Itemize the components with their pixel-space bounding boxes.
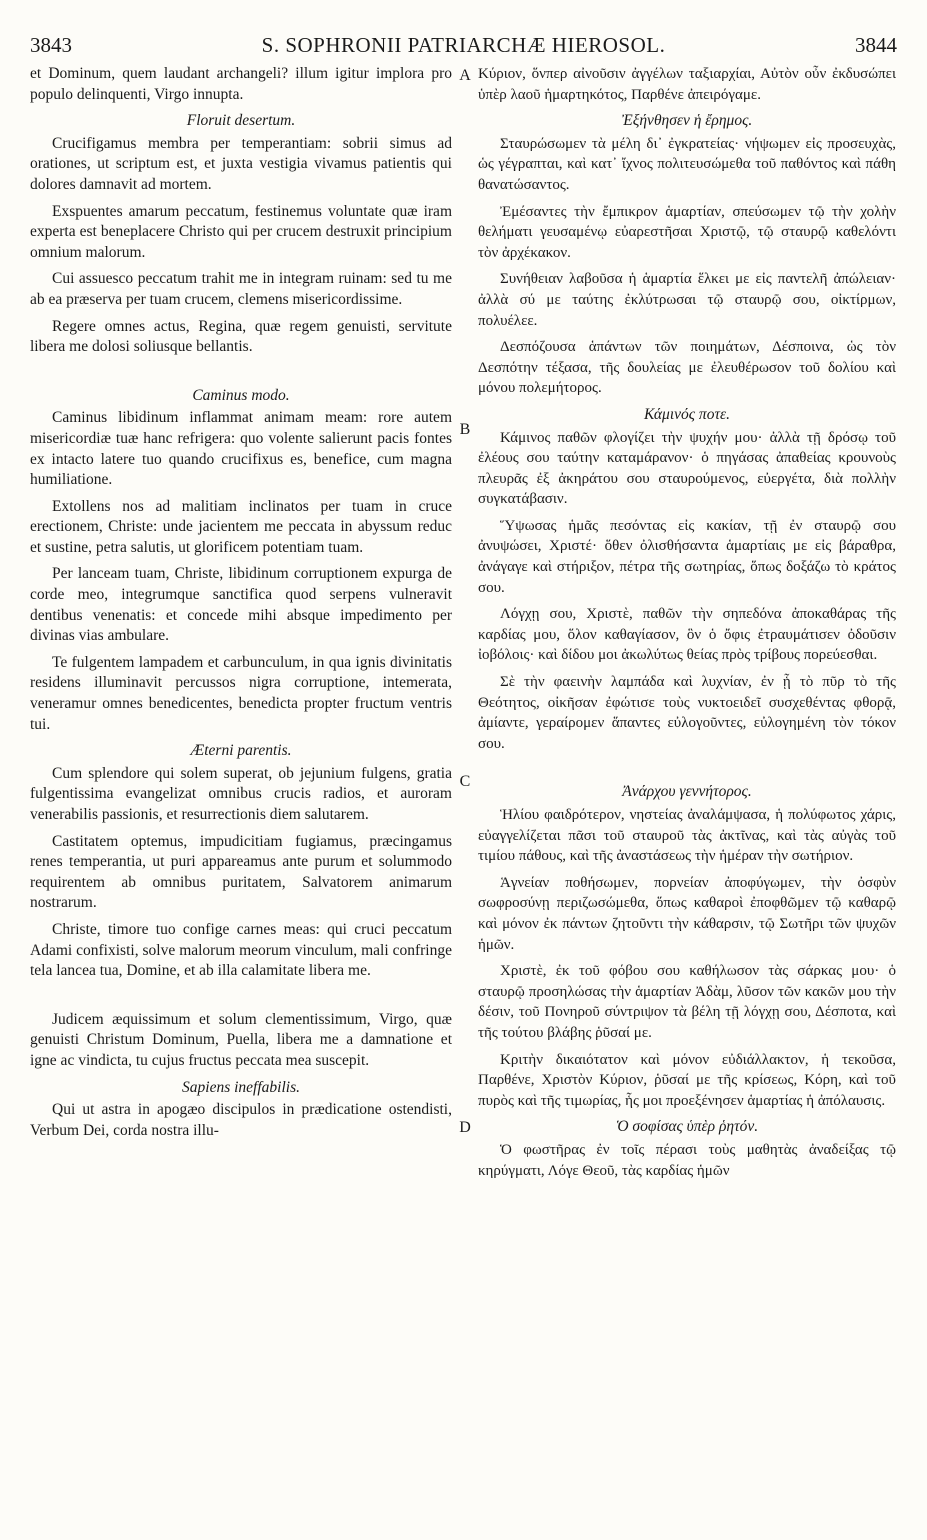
section-heading: Ἐξήνθησεν ἡ ἔρημος.: [621, 112, 753, 130]
section-heading: Ὁ σοφίσας ὑπὲρ ῥητόν.: [615, 1118, 759, 1136]
section-heading: Sapiens ineffabilis.: [182, 1078, 300, 1096]
section-heading: Floruit desertum.: [186, 112, 296, 130]
paragraph: Per lanceam tuam, Christe, libidinum corruptionem expurga de corde meo, integrumque sanctifica quod serpens vulneravit dentibus venenatis: et concede mihi absque impedimento per divinas vias ambulare.: [30, 565, 452, 645]
paragraph: Caminus libidinum inflammat animam meam: rore autem misericordiæ tuæ hanc refrigera: quo volente salierunt pacis fontes ex intacto latere tuo quando crucifixus es, benefice, cum magna humiliatione.: [30, 409, 452, 489]
spacer: [30, 988, 452, 1010]
page-number-left: 3843: [30, 33, 72, 57]
paragraph: Crucifigamus membra per temperantiam: sobrii simus ad orationes, ut scriptum est, et juxta vestigia vivamus patientis qui dolores damnavit ad mortem.: [30, 134, 452, 193]
paragraph: Σταυρώσωμεν τὰ μέλη δι᾽ ἐγκρατείας· νήψωμεν εἰς προσευχὰς, ὡς γέγραπται, καὶ κατ᾽ ἴχνος πολιτευσώμεθα τοῦ παθόντος καὶ πάθη θανατώσαντος.: [478, 135, 896, 193]
paragraph: Judicem æquissimum et solum clementissimum, Virgo, quæ genuisti Christum Dominum, Puella, libera me a damnatione et igne ac vindicta, tu cujus fructus peccata mea suscepit.: [30, 1010, 452, 1069]
paragraph: Cui assuesco peccatum trahit me in integram ruinam: sed tu me ab ea præserva per tuam crucem, clemens misericordissime.: [30, 270, 452, 308]
paragraph: Christe, timore tuo confige carnes meas: qui cruci peccatum Adami confixisti, solve malorum meorum vinculum, mali confringe tela lancea tua, Domine, et ab illa calamitate libera me.: [30, 920, 452, 980]
spacer: [478, 760, 896, 782]
paragraph: Χριστὲ, ἐκ τοῦ φόβου σου καθήλωσον τὰς σάρκας μου· ὁ σταυρῷ προσηλώσας τὴν ἁμαρτίαν Ἀδὰμ, λῦσον τῶν κακῶν μου τὴν δέσιν, τοῦ Πονηροῦ σύντριψον τὰ βέλη τῇ λόγχῃ σου, Δέσποτα, καὶ τῆς τούτου βλάβης ῥῦσαί με.: [478, 963, 896, 1041]
paragraph: et Dominum, quem laudant archangeli? illum igitur implora pro populo delinquenti, Virgo innupta.: [30, 65, 452, 103]
paragraph: Castitatem optemus, impudicitiam fugiamus, præcingamus renes temperantia, ut puri appareamus ante purum et solummodo requirentem ab omnibus puritatem, Salvatorem animarum nostrarum.: [30, 832, 452, 912]
section-heading: Κάμινός ποτε.: [644, 405, 730, 423]
margin-marker-c: C: [459, 773, 471, 790]
section-heading: Æterni parentis.: [190, 742, 292, 760]
latin-column: [30, 64, 452, 1147]
page-header: [30, 30, 897, 60]
section-heading: Ἀνάρχου γεννήτορος.: [622, 783, 752, 801]
paragraph: Ὕψωσας ἡμᾶς πεσόντας εἰς κακίαν, τῇ ἐν σταυρῷ σου ἀνυψώσει, Χριστέ· ὅθεν ὀλισθήσαντα ἁμαρτίαις με εἰς βάραθρα, ἀνάγαγε καὶ στήριξον, πέτρα τῆς σωτηρίας, ὅπως δοξάζω τὸ κράτος σου.: [478, 517, 896, 596]
paragraph: Σὲ τὴν φαεινὴν λαμπάδα καὶ λυχνίαν, ἐν ᾗ τὸ πῦρ τὸ τῆς Θεότητος, οἰκῆσαν ἐφώτισε τοὺς νυκτοειδεῖ συσχεθέντας φθορᾷ, ἀμίαντε, γεραίρομεν ἅπαντες εὐλογοῦντες, εὐλογημένη τὸν τόκον σου.: [478, 674, 896, 752]
paragraph: Κριτὴν δικαιότατον καὶ μόνον εὐδιάλλακτον, ἡ τεκοῦσα, Παρθένε, Χριστὸν Κύριον, ῥῦσαί με τῆς κρίσεως, Κόρη, καὶ τοῦ πυρὸς καὶ τῆς τιμωρίας, ἧς μοι προεξένησεν ἁμαρτίας ἡ ἀπόλαυσις.: [478, 1051, 896, 1109]
paragraph: Κάμινος παθῶν φλογίζει τὴν ψυχήν μου· ἀλλὰ τῇ δρόσῳ τοῦ ἐλέους σου ταύτην καταμάρανον· ὁ πηγάσας ἀπαθείας κρουνοὺς πλευρᾶς ἐξ ἀκηράτου σου σταυρούμενος, εὐεργέτα, διὰ πολλὴν συγκατάβασιν.: [478, 429, 896, 508]
paragraph: Regere omnes actus, Regina, quæ regem genuisti, servitute libera me dolosi soliusque bellantis.: [30, 317, 452, 356]
paragraph: Extollens nos ad malitiam inclinatos per tuam in cruce erectionem, Christe: unde jacientem me peccata in abyssum reduc et sustine, petra salutis, ut glorificem potentiam tuam.: [30, 497, 452, 556]
paragraph: Exspuentes amarum peccatum, festinemus voluntate quæ iram experta est beneplacere Christo qui per crucem destruxit principium omnium malorum.: [30, 202, 452, 261]
paragraph: Qui ut astra in apogæo discipulos in prædicatione ostendisti, Verbum Dei, corda nostra illu-: [30, 1101, 452, 1139]
margin-marker-a: A: [459, 67, 471, 84]
paragraph: Δεσπόζουσα ἁπάντων τῶν ποιημάτων, Δέσποινα, ὡς τὸν Δεσπότην τέξασα, τῆς δουλείας με ἐλευθέρωσον τοῦ δολίου καὶ μόνου πολεμήτορος.: [478, 339, 896, 397]
paragraph: Κύριον, ὅνπερ αἰνοῦσιν ἀγγέλων ταξιαρχίαι, Αὐτὸν οὖν ἐκδυσώπει ὑπὲρ λαοῦ ἡμαρτηκότος, Παρθένε ἀπειρόγαμε.: [478, 66, 896, 103]
page-number-right: 3844: [855, 33, 897, 57]
paragraph: Ἡλίου φαιδρότερον, νηστείας ἀναλάμψασα, ἡ πολύφωτος χάρις, εὐαγγελίζεται πᾶσι τοῦ σταυροῦ τὰς ἀκτῖνας, καὶ τὰς αὐγὰς τοῦ τιμίου πάθους, καὶ τῆς ἀναστάσεως τὴν ἡμέραν τὴν σωτήριον.: [478, 807, 896, 865]
paragraph: Ἐμέσαντες τὴν ἔμπικρον ἁμαρτίαν, σπεύσωμεν τῷ τὴν χολὴν θελήματι γευσαμένῳ εὐαρεστῆσαι Χριστῷ, τῷ σταυρῷ καθελόντι τὸν ἀρχέκακον.: [478, 203, 896, 261]
greek-column: [478, 64, 896, 1187]
paragraph: Λόγχῃ σου, Χριστὲ, παθῶν τὴν σηπεδόνα ἀποκαθάρας τῆς καρδίας μου, ὅλον καθαγίασον, ὃν ὁ ὄφις ἐτραυμάτισεν ὀδοῦσιν ἰοβόλοις· καὶ δίδου μοι ἀκωλύτως θείας πρὸς τρίβους πορεύεσθαι.: [478, 606, 896, 664]
paragraph: Cum splendore qui solem superat, ob jejunium fulgens, gratia fulgentissima evangelizat omnibus crucis radios, et auroram venerabilis passionis, et resurrectionis diem salutarem.: [30, 764, 452, 823]
section-heading: Caminus modo.: [192, 386, 290, 404]
margin-marker-d: D: [459, 1119, 471, 1136]
margin-marker-b: B: [459, 421, 471, 438]
paragraph: Συνήθειαν λαβοῦσα ἡ ἁμαρτία ἕλκει με εἰς παντελῆ ἀπώλειαν· ἀλλὰ σύ με ταύτης ἐκλύτρωσαι τῷ σταυρῷ σου, οἰκτίρμων, πολυέλεε.: [478, 271, 896, 329]
running-title: S. SOPHRONII PATRIARCHÆ HIEROSOL.: [261, 33, 666, 57]
paragraph: Ἁγνείαν ποθήσωμεν, πορνείαν ἀποφύγωμεν, τὴν ὀσφὺν σωφροσύνῃ περιζωσώμεθα, ὅπως καθαροὶ ἐποφθῶμεν τῷ καθαρῷ καὶ μόνον ἐκ πάντων ζητοῦντι τὴν κάθαρσιν, τῷ Σωτῆρι τῶν ψυχῶν ἡμῶν.: [478, 874, 896, 953]
paragraph: Ὁ φωστῆρας ἐν τοῖς πέρασι τοὺς μαθητὰς ἀναδείξας τῷ κηρύγματι, Λόγε Θεοῦ, τὰς καρδίας ἡμῶν: [478, 1141, 896, 1179]
paragraph: Te fulgentem lampadem et carbunculum, in qua ignis divinitatis residens illuminavit percussos nigra corruptione, intemerata, veneramur omnes benedicentes, benedicta propter fructum ventris tui.: [30, 653, 452, 733]
spacer: [30, 364, 452, 386]
